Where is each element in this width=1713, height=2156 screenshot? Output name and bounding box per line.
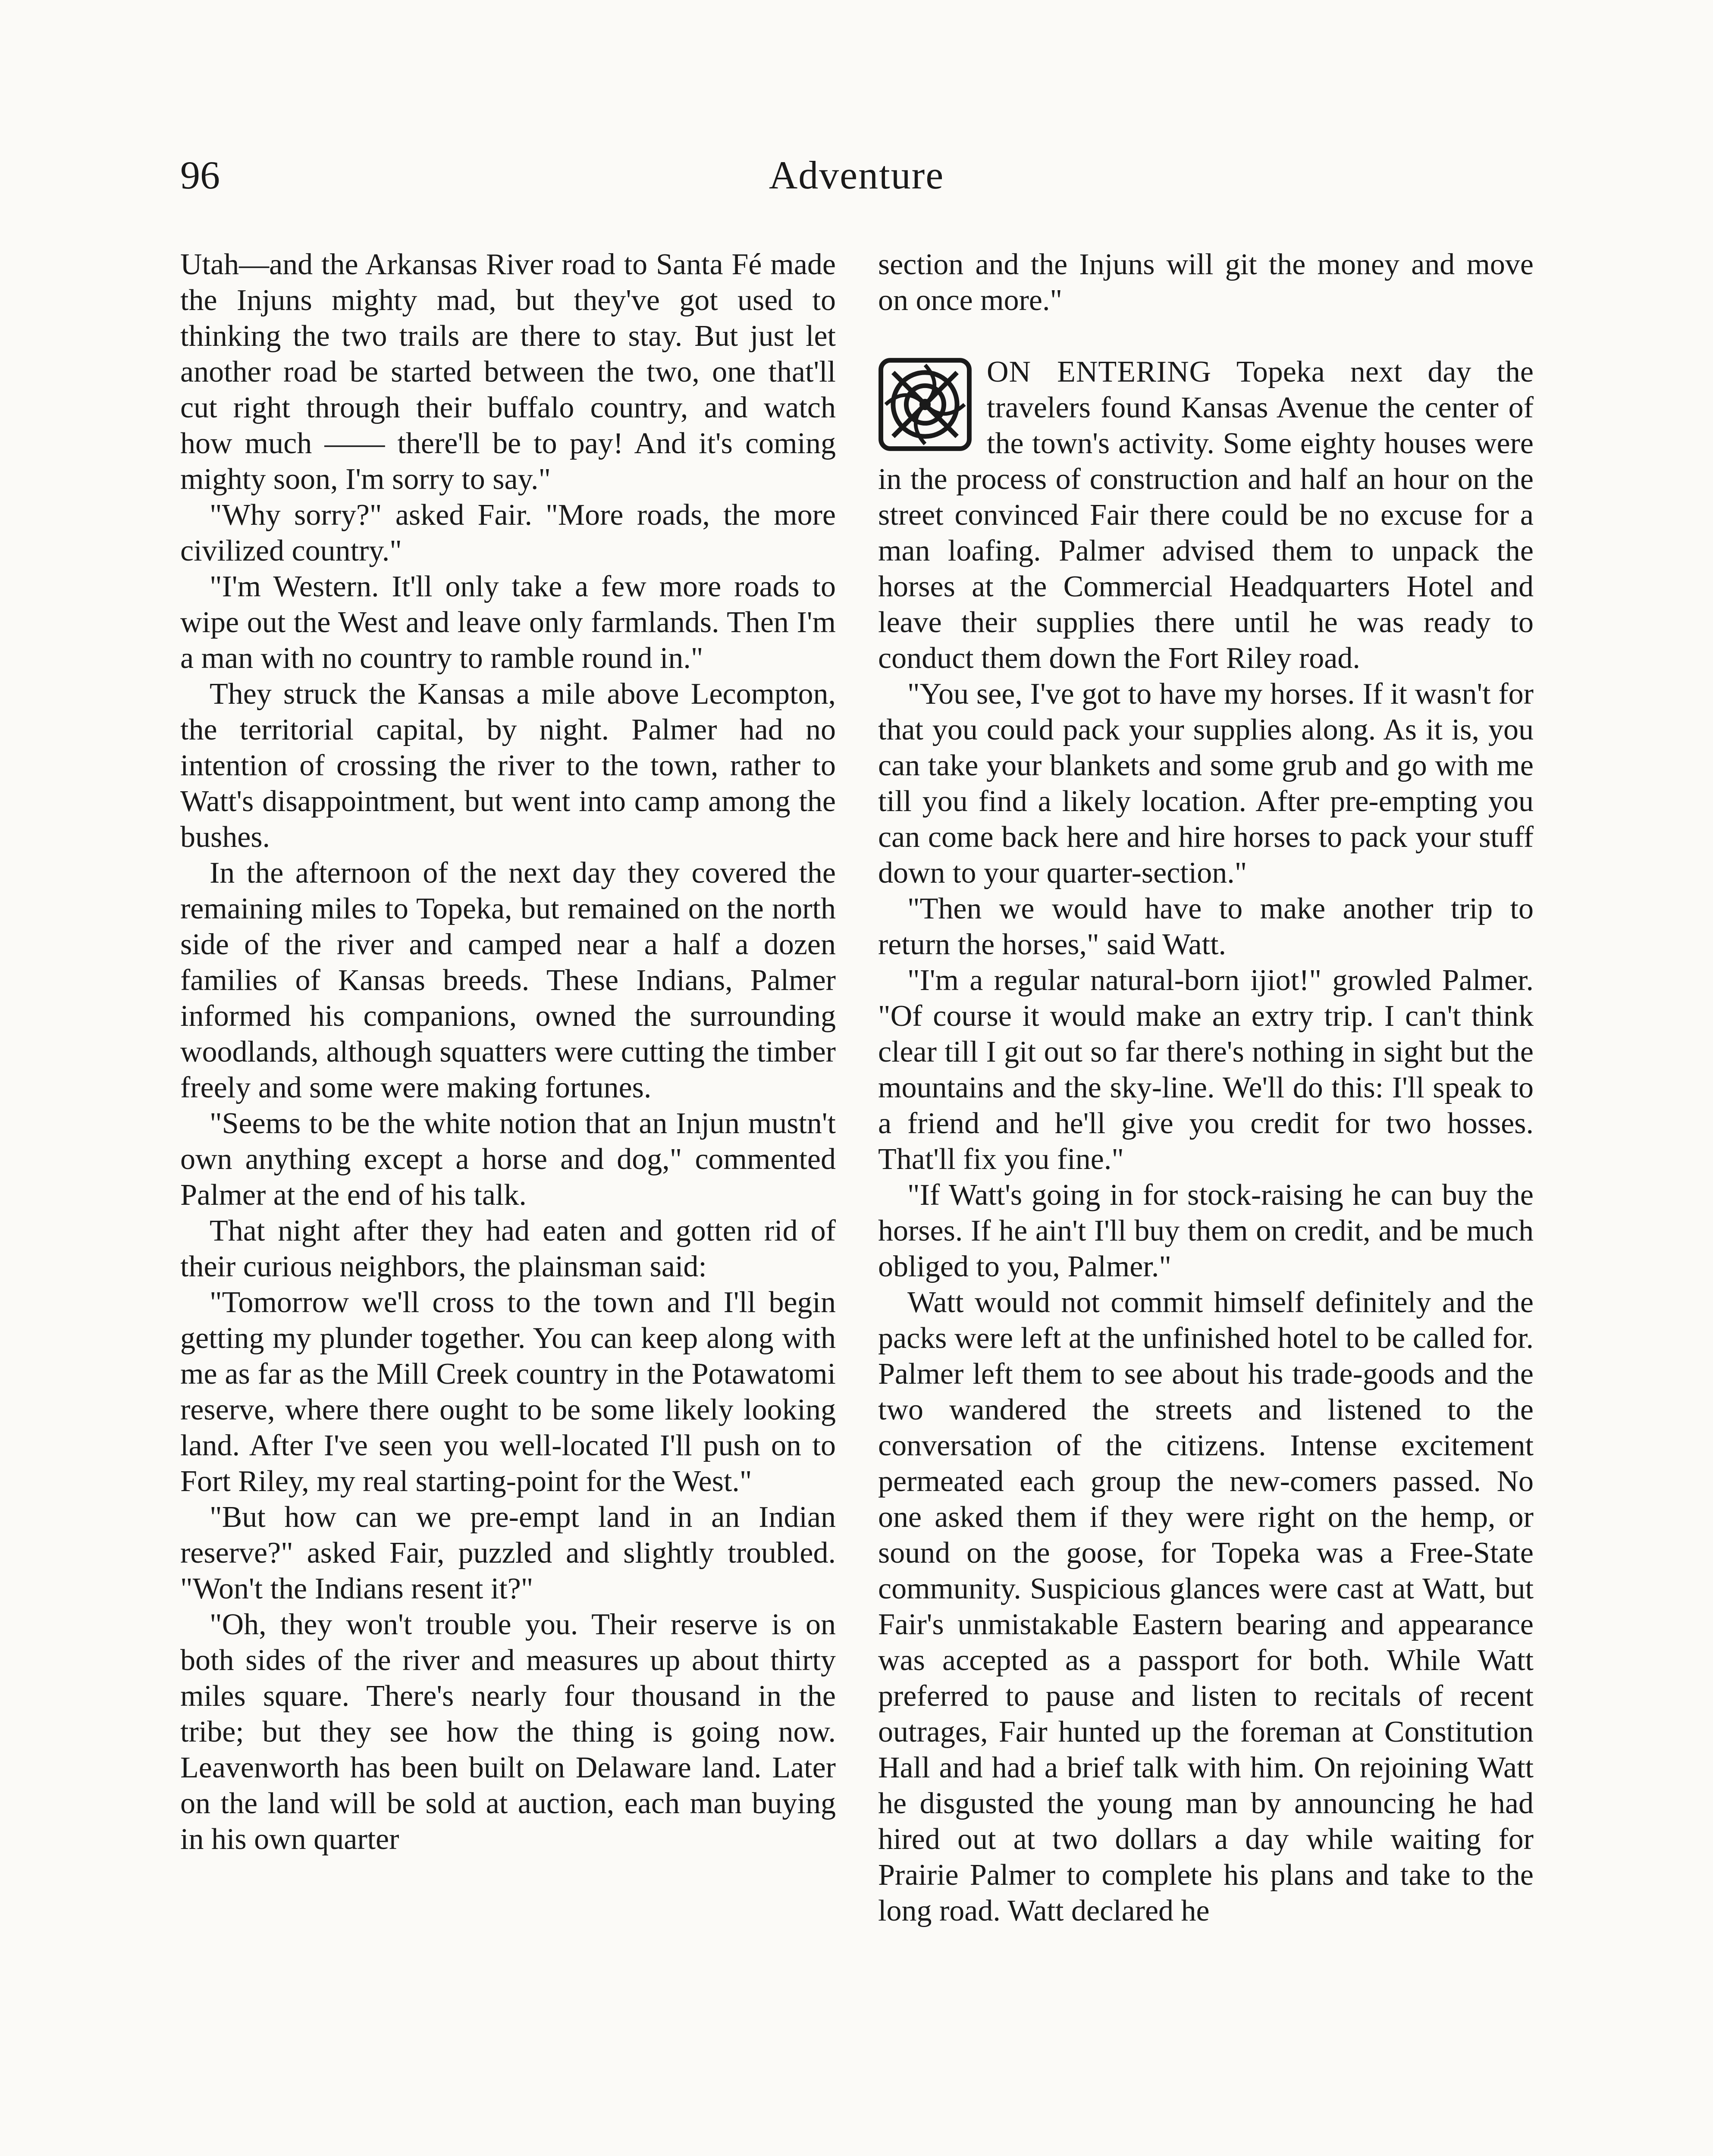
paragraph: That night after they had eaten and gotten rid of their curious neighbors, the plainsman said: [180, 1214, 836, 1283]
paragraph: "Oh, they won't trouble you. Their reserve is on both sides of the river and measures up about thirty miles square. There's nearly four thousand in the tribe; but they see how the thing is going now. Leavenworth has been built on Delaware land. Later on the land will be sold at auction, each man buying in his own quarter [180, 1608, 836, 1856]
paragraph: Watt would not commit himself definitely and the packs were left at the unfinished hotel to be called for. Palmer left them to see about his trade-goods and the two wandered the streets and listened to the conversation of the citizens. Intense excitement permeated each group the new-comers passed. No one asked them if they were right on the hemp, or sound on the goose, for Topeka was a Free-State community. Suspicious glances were cast at Watt, but Fair's unmistakable Eastern bearing and appearance was accepted as a passport for both. While Watt preferred to pause and listen to recitals of recent outrages, Fair hunted up the foreman at Constitution Hall and had a brief talk with him. On rejoining Watt he disgusted the young man by announcing he had hired out at two dollars a day while waiting for Prairie Palmer to complete his plans and take to the long road. Watt declared he [878, 1286, 1534, 1927]
paragraph: "Why sorry?" asked Fair. "More roads, the more civilized country." [180, 498, 836, 567]
running-head: Adventure [769, 153, 944, 197]
paragraph: In the afternoon of the next day they covered the remaining miles to Topeka, but remained on the north side of the river and camped near a half a dozen families of Kansas breeds. These Indians, Palmer informed his companions, owned the surrounding woodlands, although squatters were cutting the timber freely and some were making fortunes. [180, 856, 836, 1104]
paragraph: "I'm a regular natural-born ijiot!" growled Palmer. "Of course it would make an extry trip. I can't think clear till I git out so far there's nothing in sight but the mountains and the sky-line. We'll do this: I'll speak to a friend and he'll give you credit for two hosses. That'll fix you fine." [878, 964, 1534, 1176]
section-lead-caps: ON ENTERING [987, 355, 1212, 389]
paragraph: "Then we would have to make another trip to return the horses," said Watt. [878, 892, 1534, 961]
paragraph: "But how can we pre-empt land in an Indian reserve?" asked Fair, puzzled and slightly troubled. "Won't the Indians resent it?" [180, 1501, 836, 1605]
paragraph: "Seems to be the white notion that an Injun mustn't own anything except a horse and dog," commented Palmer at the end of his talk. [180, 1107, 836, 1212]
paragraph: "If Watt's going in for stock-raising he can buy the horses. If he ain't I'll buy them on credit, and be much obliged to you, Palmer." [878, 1178, 1534, 1283]
left-column [180, 247, 836, 1857]
page-number: 96 [180, 153, 220, 197]
section-opening [878, 354, 1534, 676]
paragraph: "I'm Western. It'll only take a few more roads to wipe out the West and leave only farmlands. Then I'm a man with no country to ramble round in." [180, 570, 836, 675]
paragraph: Utah—and the Arkansas River road to Santa Fé made the Injuns mighty mad, but they've got used to thinking the two trails are there to stay. But just let another road be started between the two, one that'll cut right through their buffalo country, and watch how much —— there'll be to pay! And it's coming mighty soon, I'm sorry to say." [180, 248, 836, 496]
paragraph: section and the Injuns will git the money and move on once more." [878, 248, 1534, 317]
section-first-text: Topeka next day the travelers found Kansas Avenue the center of the town's activity. Some eighty houses were in the process of construction and half an hour on the street convinced Fair there could be no excuse for a man loafing. Palmer advised them to unpack the horses at the Commercial Headquarters Hotel and leave their supplies there until he was ready to conduct them down the Fort Riley road. [878, 355, 1534, 675]
celtic-knot-ornament-icon [878, 357, 972, 451]
paragraph: They struck the Kansas a mile above Lecompton, the territorial capital, by night. Palmer had no intention of crossing the river to the town, rather to Watt's disappointment, but went into camp among the bushes. [180, 677, 836, 854]
paragraph: "You see, I've got to have my horses. If it wasn't for that you could pack your supplies along. As it is, you can take your blankets and some grub and go with me till you find a likely location. After pre-empting you can come back here and hire horses to pack your stuff down to your quarter-section." [878, 677, 1534, 890]
right-column [878, 247, 1534, 1929]
section-first-paragraph [878, 354, 1534, 676]
paragraph: "Tomorrow we'll cross to the town and I'll begin getting my plunder together. You can keep along with me as far as the Mill Creek country in the Potawatomi reserve, where there ought to be some likely looking land. After I've seen you well-located I'll push on to Fort Riley, my real starting-point for the West." [180, 1286, 836, 1498]
